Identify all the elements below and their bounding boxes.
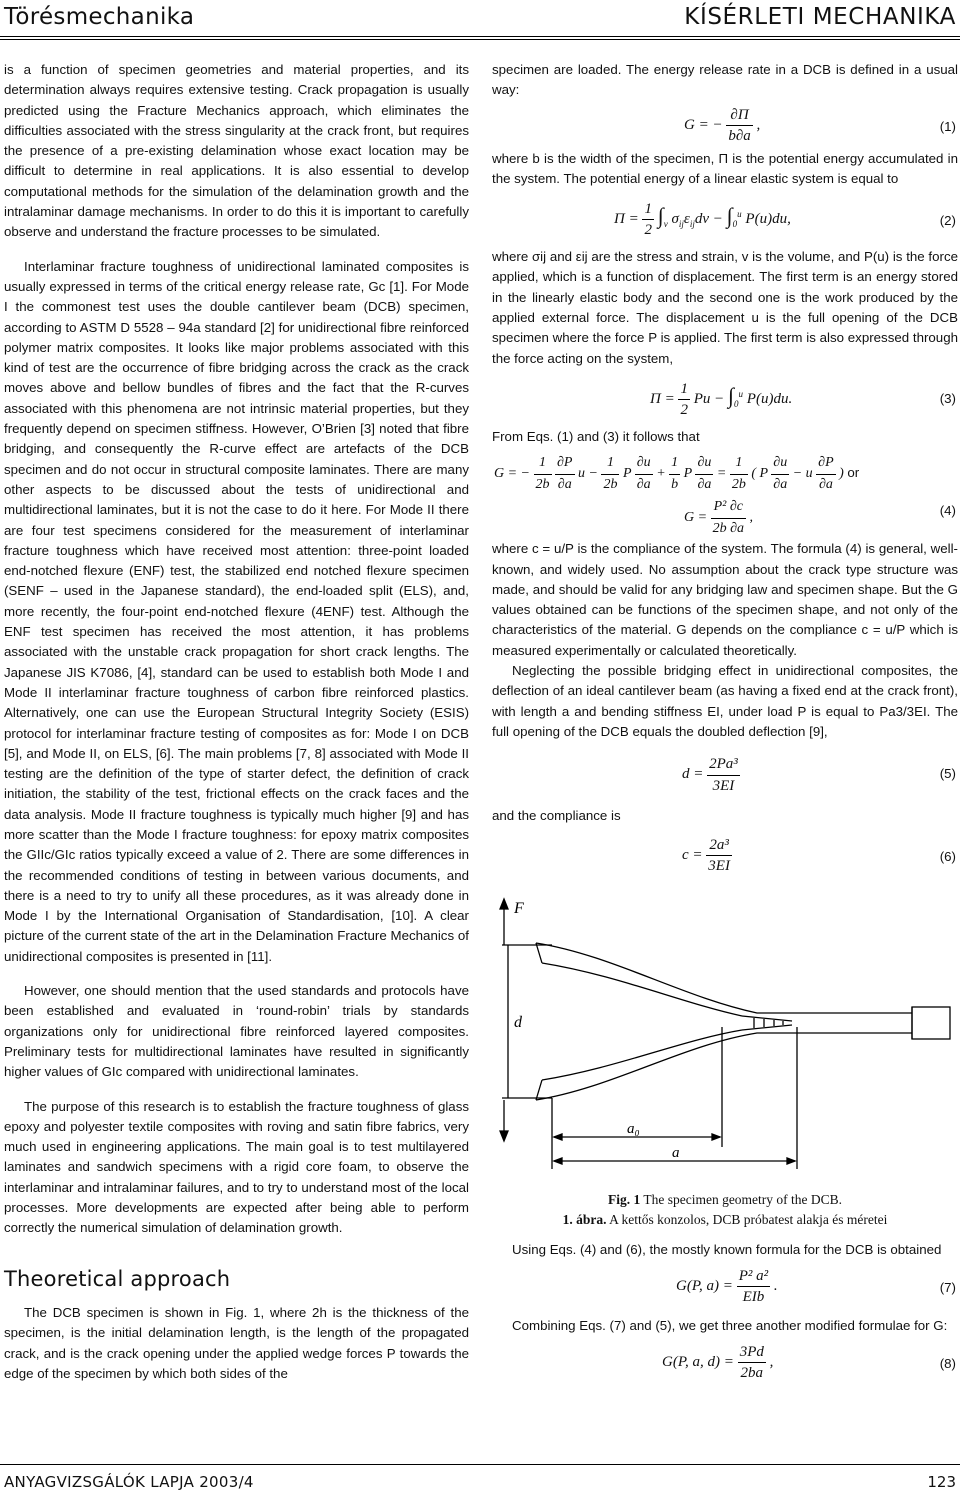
page-number: 123 <box>927 1473 956 1491</box>
header-section-title: Törésmechanika <box>4 4 195 30</box>
paragraph: and the compliance is <box>492 808 621 824</box>
journal-issue: ANYAGVIZSGÁLÓK LAPJA 2003/4 <box>4 1473 254 1491</box>
dcb-specimen-drawing <box>492 885 958 1190</box>
paragraph: Interlaminar fracture toughness of unidirectional laminated composites is usually expressed in terms of the critical energy release rate, Gc [1]. For Mode I the commonest test uses the double cantilever beam (DCB) specimen, according to ASTM D 5528 – 94a standard [2] for unidirectional fibre reinforced polymer matrix composites. It looks like major problems associated with this kind of test are the occurrence of fibre bridging across the crack as the crack moves above and bellow bundles of fibres and the fact that the R-curves associated with this phenomena are not intrinsic material properties, but they frequently depend on specimen stiffness. However, O’Brien [3] noted that fibre bridging, and consequently the R-curve effect are artefacts of the DCB specimen and do not occur in structural composite laminates. There are many other aspects to be discussed about the tests of unidirectional and multidirectional laminates, but it is not the case to do it here. For Mode II there are four test specimens considered for the measurement of interlaminar fracture toughness which have received most attention: three-point loaded end-notched flexure (ENF) test, the stabilized end notched flexure specimen (SENF – used in the Japanese standard), the end-loaded split (ELS), and, more recently, the four-point end-notched flexure (4ENF) test. Although the ENF test specimen has received the most attention, it has problems associated with the unstable crack propagation for short crack lengths. The Japanese JIS K7086, [4], standard can be used to establish both Mode I and Mode II interlaminar fracture toughness of carbon fibre reinforced plastics. Alternatively, one can use the European Structural Integrity Society (ESIS) protocol for interlaminar fracture testing of composites as for: Mode I on DCB [5], and Mode II, on ELS, [6]. The main problems [7, 8] associated with Mode II testing are the definition of the type of starter defect, the definition of crack initiation, the stability of the test, frictional effects on the crack faces and the data analysis. Mode II fracture toughness is typically much higher [9] and has more scatter than the Mode I fracture toughness: for epoxy matrix composites the GIIc/GIc ratios typically exceed a value of 2. There are some differences in the recommended conditions of testing in between various documents, and there is a need to try to unify all these procedures, as it was already done in Mode I by the International Organisation of Standardisation, [10]. A clear picture of the current state of the art in the Delamination Fracture Mechanics of unidirectional composites is presented in [11]. <box>4 258 469 964</box>
equation-number: (3) <box>939 390 956 406</box>
paragraph: From Eqs. (1) and (3) it follows that <box>492 428 700 444</box>
page-header <box>0 0 960 42</box>
equation-4: G = − $\frac{1}{2b}$ $\frac{\partial P}{\partial a}$ u − $\frac{1}{2b}$ P $\frac{\partial u}{\partial a}$ + $\frac{1}{b}$ P $\frac{\partial u}{\partial a}$ = $\frac{1}{2b}$ ( P $\frac{\partial u}{\partial a}$ − u $\frac{\partial P}{\partial a}$ ) or G = $\frac{\text{P² ∂c}}{2b \partial a}$ , (4) <box>494 455 956 536</box>
paragraph: where σij and εij are the stress and strain, v is the volume, and P(u) is the force applied, which is a function of displacement. The first term is an energy stored in the linearly elastic body and the second one is the work produced by the applied external force. The displacement u is the full opening of the DCB specimen where the force P is applied. The first term is also expressed through the force acting on the system, <box>492 249 958 366</box>
equation-3: Π = $\frac{1}{2}$ $Pu - \int_0^u$ P(u)du. (3) <box>650 380 956 419</box>
equation-7: G(P, a) = $\frac{\text{P² a²}}{\text{EIb}}$ . (7) <box>676 1267 956 1306</box>
label-crack-length: a <box>672 1144 680 1161</box>
equation-number: (8) <box>939 1356 956 1372</box>
paragraph: where b is the width of the specimen, Π is the potential energy accumulated in the system. The potential energy of a linear elastic system is equal to <box>492 150 958 186</box>
paragraph: where c = u/P is the compliance of the system. The formula (4) is general, well-known, and widely used. No assumption about the crack type structure was made, and should be valid for any bridging law and specimen shape. But the G values obtained can be functions of the specimen shape, and not only of the characteristics of the material. G depends on the compliance c = u/P which is measured experimentally or calculated theoretically. <box>492 541 958 658</box>
paragraph: Neglecting the possible bridging effect in unidirectional composites, the deflection of an ideal cantilever beam (as having a fixed end at the crack front), with length a and bending stiffness EI, under load P is equal to Pa3/3EI. The full opening of the DCB equals the doubled deflection [9], <box>492 663 958 739</box>
equation-number: (7) <box>939 1279 956 1295</box>
right-column <box>492 60 958 1392</box>
arrow-head-icon <box>500 1131 508 1141</box>
header-journal-section: KÍSÉRLETI MECHANIKA <box>684 4 956 30</box>
left-column <box>4 60 469 1384</box>
equation-number: (2) <box>939 213 956 229</box>
equation-5: d = $\frac{\text{2Pa³}}{3EI}$ (5) <box>682 756 956 794</box>
label-initial-crack: a₀ <box>627 1120 640 1137</box>
label-force: F <box>514 899 524 917</box>
equation-8: G(P, a, d) = $\frac{3Pd}{2ba}$ , (8) <box>662 1344 956 1382</box>
equation-6: c = $\frac{\text{2a³}}{3EI}$ (6) <box>682 836 956 874</box>
label-opening: d <box>514 1013 522 1031</box>
figure-caption-hu: 1. ábra. A kettős konzolos, DCB próbatest alakja és méretei <box>562 1211 888 1227</box>
equation-1: G = − $\frac{\partial\Pi}{b\partial a}$ , (1) <box>684 106 956 144</box>
arrow-head-icon <box>500 899 508 909</box>
header-rule <box>0 36 960 37</box>
footer-rule <box>0 1464 960 1465</box>
paragraph: The purpose of this research is to establish the fracture toughness of glass epoxy and polyester textile composites with roving and satin fibre fabrics, very much used in engineering applications. The main goal is to test multilayered laminates and sandwich specimens with a rigid core foam, to observe the interlaminar and intralaminar failures, and to try to understand most of the local processes. More developments are expected after being able to perform correctly the numerical simulation of delamination growth. <box>4 1098 469 1236</box>
section-heading: Theoretical approach <box>4 1266 231 1291</box>
paragraph: is a function of specimen geometries and material properties, and its determination always requires extensive testing. Crack propagation is usually predicted using the Fracture Mechanics approach, which eliminates the difficulties associated with the stress singularity at the crack front, but requires the presence of a pre-existing delamination whose exact location may be difficult to determine in real applications. It is also essential to develop computational methods for the simulation of the delamination growth and the intralaminar damage mechanisms. In order to do this it is important to carefully observe and understand the fracture processes to be simulated. <box>4 62 469 240</box>
paragraph: specimen are loaded. The energy release rate in a DCB is defined in a usual way: <box>492 62 958 98</box>
equation-number: (4) <box>939 503 956 519</box>
equation-number: (6) <box>939 848 956 864</box>
header-rule-thin <box>0 39 960 40</box>
paragraph: Combining Eqs. (7) and (5), we get three another modified formulae for G: <box>512 1317 948 1333</box>
paragraph: However, one should mention that the used standards and protocols have been established and evaluated in ‘round-robin’ trials by standards organizations only for unidirectional fibre reinforced layered composites. Preliminary tests for multidirectional laminates have resulted in significantly higher values of GIc compared with unidirectional laminates. <box>4 983 469 1080</box>
paragraph: The DCB specimen is shown in Fig. 1, where 2h is the thickness of the specimen, is the initial delamination length, is the length of the propagated crack, and is the crack opening under the applied wedge forces P towards the edge of the specimen by which both sides of the <box>4 1304 469 1381</box>
equation-2: Π = $\frac{1}{2}$ $\int_v$ $\sigma_{ij}\varepsilon_{ij}dv - \int_0^u$ P(u)du, (2) <box>614 201 956 239</box>
equation-number: (1) <box>939 118 956 134</box>
paragraph: Using Eqs. (4) and (6), the mostly known formula for the DCB is obtained <box>512 1241 942 1257</box>
figure-caption-en: Fig. 1 The specimen geometry of the DCB. <box>607 1191 843 1207</box>
equation-number: (5) <box>939 766 956 782</box>
figure-dcb-specimen <box>492 885 958 1190</box>
